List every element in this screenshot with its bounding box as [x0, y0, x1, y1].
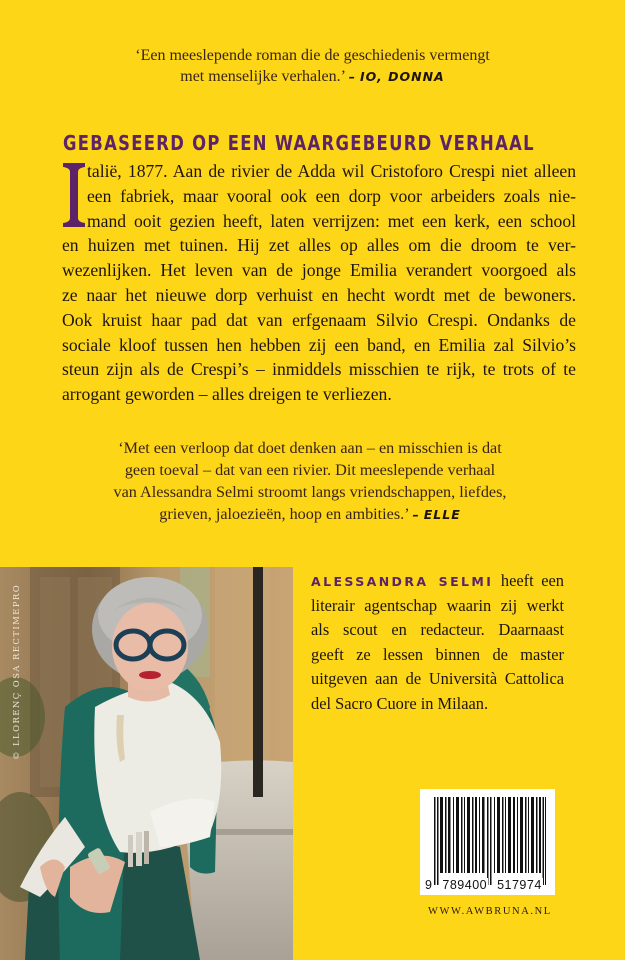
quote-line: grieven, jaloezieën, hoop en ambities.’ – ELLE	[159, 505, 461, 523]
blurb-line: ze naar het nieuwe dorp verhuist en hecht wordt met de bewoners.	[62, 284, 576, 305]
author-bio	[311, 569, 564, 717]
quote-line: geen toeval – dat van een rivier. Dit meeslepende verhaal	[124, 461, 496, 479]
bio-line: literair agentschap waarin zij werkt	[311, 595, 564, 615]
quote-source: ELLE	[423, 507, 461, 522]
bio-line: als scout en redacteur. Daarnaast	[311, 620, 564, 640]
bio-line: uitgeven aan de Università Cattolica	[311, 669, 564, 689]
top-review-quote	[0, 45, 625, 87]
bio-line: del Sacro Cuore in Milaan.	[311, 693, 489, 713]
author-portrait-image	[0, 567, 293, 960]
blurb-line: Ook kruist haar pad dat van erfgenaam Silvio Crespi. Ondanks de	[62, 309, 576, 330]
blurb-line: talië, 1877. Aan de rivier de Adda wil Cristoforo Crespi niet alleen	[87, 161, 576, 181]
blurb-line: sociale kloof tussen hen hebben zij een band, en Emilia zal Silvio’s	[62, 334, 576, 355]
isbn-number: 9 789400 517974	[425, 878, 542, 892]
blurb-line: arrogant geworden – alles dreigen te verliezen.	[62, 384, 392, 405]
blurb-line: wezenlijken. Het leven van de jonge Emilia verandert voorgoed als	[62, 260, 576, 281]
blurb-line: mand ooit gezien heeft, laten verrijzen: met een kerk, een school	[87, 210, 576, 231]
bottom-review-quote	[60, 437, 560, 526]
blurb-heading: GEBASEERD OP EEN WAARGEBEURD VERHAAL	[63, 131, 535, 155]
blurb-line: een fabriek, maar vooral ook een dorp voor arbeiders zoals nie-	[87, 185, 576, 206]
bio-line: geeft ze lessen binnen de master	[311, 644, 564, 664]
author-photo	[0, 567, 293, 960]
quote-line: ‘Met een verloop dat doet denken aan – en misschien is dat	[118, 439, 502, 457]
isbn-barcode	[420, 789, 555, 895]
quote-dash: –	[412, 507, 420, 522]
author-name: ALESSANDRA SELMI	[311, 574, 494, 589]
barcode-icon	[434, 797, 546, 885]
quote-dash: –	[348, 69, 357, 84]
quote-line: met menselijke verhalen.’ – IO, DONNA	[180, 68, 445, 85]
photo-credit: © LLORENÇ OSA RECTIMEPRO	[12, 583, 22, 760]
publisher-url: WWW.AWBRUNA.NL	[428, 906, 552, 917]
blurb-line: steun zijn als de Crespi’s – inmiddels misschien te rijk, te trots of te	[62, 359, 576, 380]
quote-line: ‘Een meeslepende roman die de geschiedenis vermengt	[135, 47, 490, 64]
quote-line: van Alessandra Selmi stroomt langs vriendschappen, liefdes,	[113, 483, 507, 501]
quote-source: IO, DONNA	[360, 69, 445, 84]
bio-line: ALESSANDRA SELMI heeft een	[311, 571, 564, 590]
blurb-body	[62, 159, 576, 407]
blurb-line: en huizen met tuinen. Hij zet alles op alles om die droom te ver-	[62, 235, 576, 256]
